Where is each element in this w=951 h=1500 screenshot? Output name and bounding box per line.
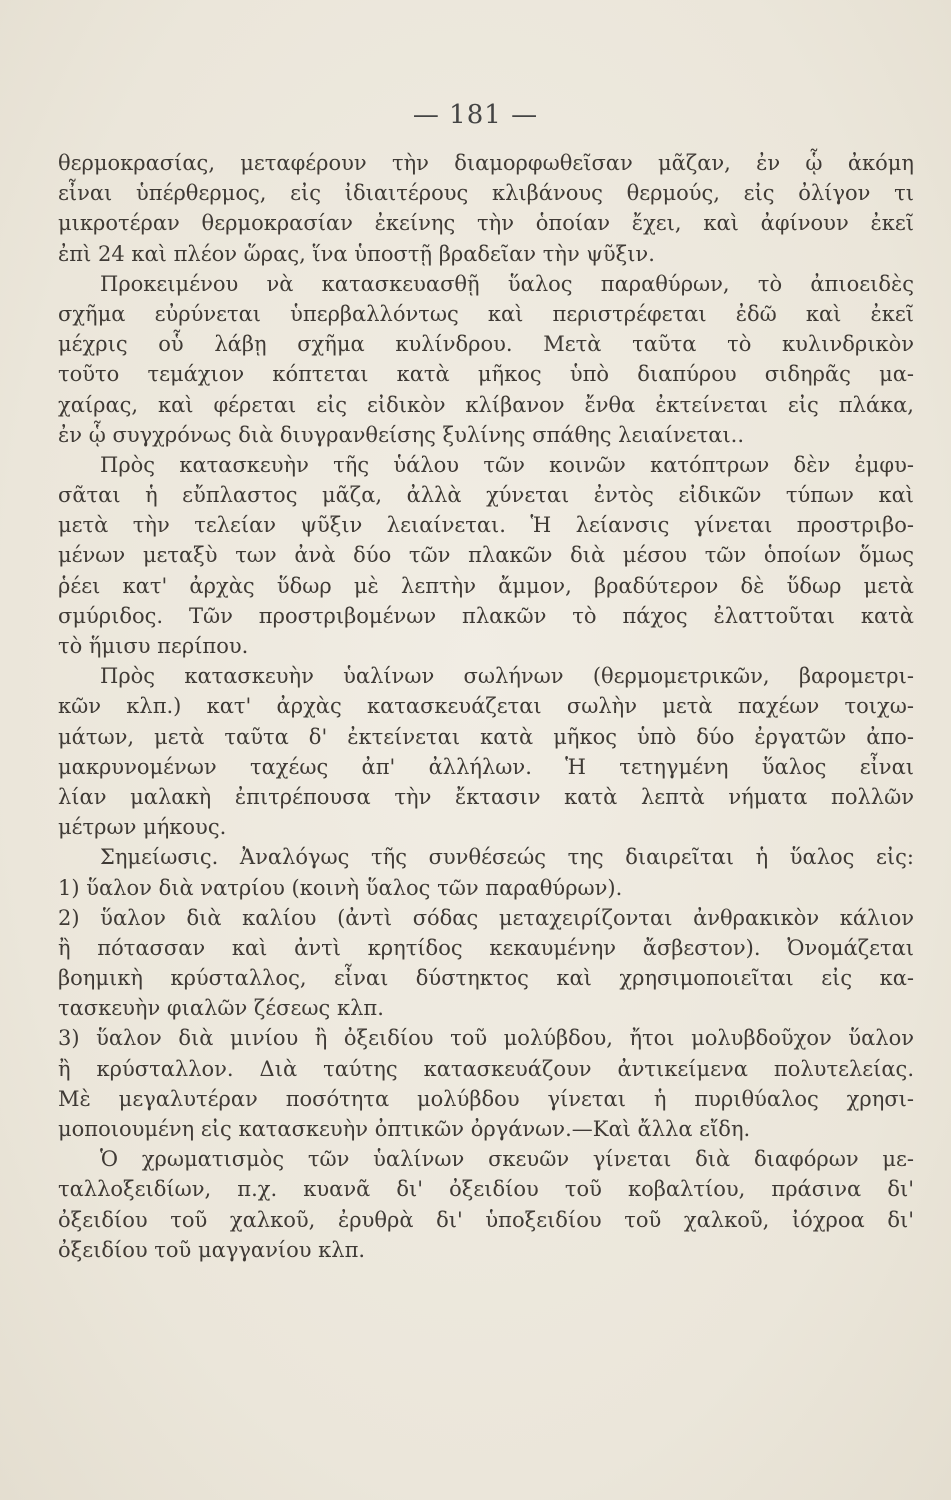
text-line: σμύριδος. Τῶν προστριβομένων πλακῶν τὸ πάχος ἐλαττοῦται κατὰ bbox=[58, 603, 914, 628]
text-line: μέχρις οὗ λάβῃ σχῆμα κυλίνδρου. Μετὰ ταῦτα τὸ κυλινδρικὸν bbox=[58, 332, 914, 357]
text-line: 1) ὕαλον διὰ νατρίου (κοινὴ ὕαλος τῶν παραθύρων). bbox=[58, 875, 623, 900]
text-line: τασκευὴν φιαλῶν ζέσεως κλπ. bbox=[58, 996, 384, 1021]
text-line: μάτων, μετὰ ταῦτα δ' ἐκτείνεται κατὰ μῆκος ὑπὸ δύο ἐργατῶν ἀπο- bbox=[58, 724, 914, 749]
text-line: 3) ὕαλον διὰ μινίου ἢ ὀξειδίου τοῦ μολύβδου, ἤτοι μολυβδοῦχον ὕαλον bbox=[58, 1026, 914, 1051]
text-line: Πρὸς κατασκευὴν ὑαλίνων σωλήνων (θερμομετρικῶν, βαρομετρι- bbox=[100, 664, 914, 689]
text-line: μικροτέραν θερμοκρασίαν ἐκείνης τὴν ὁποίαν ἔχει, καὶ ἀφίνουν ἐκεῖ bbox=[58, 211, 914, 236]
text-line: ἢ πότασσαν καὶ ἀντὶ κρητίδος κεκαυμένην ἄσβεστον). Ὀνομάζεται bbox=[58, 935, 914, 960]
text-line: μακρυνομένων ταχέως ἀπ' ἀλλήλων. Ἡ τετηγμένη ὕαλος εἶναι bbox=[58, 754, 914, 779]
text-line: Μὲ μεγαλυτέραν ποσότητα μολύβδου γίνεται ἡ πυριθύαλος χρησι- bbox=[58, 1086, 914, 1111]
text-line: ταλλοξειδίων, π.χ. κυανᾶ δι' ὀξειδίου τοῦ κοβαλτίου, πράσινα δι' bbox=[58, 1177, 914, 1202]
text-line: βοημικὴ κρύσταλλος, εἶναι δύστηκτος καὶ χρησιμοποιεῖται εἰς κα- bbox=[58, 966, 914, 991]
body-text bbox=[58, 148, 914, 1265]
text-line: μένων μεταξὺ των ἀνὰ δύο τῶν πλακῶν διὰ μέσου τῶν ὁποίων ὅμως bbox=[58, 543, 914, 568]
page-number: — 181 — bbox=[412, 100, 539, 130]
text-line: εἶναι ὑπέρθερμος, εἰς ἰδιαιτέρους κλιβάνους θερμούς, εἰς ὀλίγον τι bbox=[58, 181, 914, 206]
text-line: κῶν κλπ.) κατ' ἀρχὰς κατασκευάζεται σωλὴν μετὰ παχέων τοιχω- bbox=[58, 694, 914, 719]
text-line: Προκειμένου νὰ κατασκευασθῇ ὕαλος παραθύρων, τὸ ἀπιοειδὲς bbox=[100, 271, 914, 296]
text-line: λίαν μαλακὴ ἐπιτρέπουσα τὴν ἔκτασιν κατὰ λεπτὰ νήματα πολλῶν bbox=[58, 784, 914, 809]
text-line: τοῦτο τεμάχιον κόπτεται κατὰ μῆκος ὑπὸ διαπύρου σιδηρᾶς μα- bbox=[58, 362, 914, 387]
text-line: χαίρας, καὶ φέρεται εἰς εἰδικὸν κλίβανον ἔνθα ἐκτείνεται εἰς πλάκα, bbox=[58, 392, 914, 417]
text-line: Ὁ χρωματισμὸς τῶν ὑαλίνων σκευῶν γίνεται διὰ διαφόρων με- bbox=[100, 1147, 914, 1172]
text-line: ῥέει κατ' ἀρχὰς ὕδωρ μὲ λεπτὴν ἄμμον, βραδύτερον δὲ ὕδωρ μετὰ bbox=[58, 573, 914, 598]
text-line: ἐν ᾧ συγχρόνως διὰ διυγρανθείσης ξυλίνης σπάθης λειαίνεται.. bbox=[58, 422, 745, 447]
text-line: μετὰ τὴν τελείαν ψῦξιν λειαίνεται. Ἡ λείανσις γίνεται προστριβο- bbox=[58, 513, 914, 538]
text-line: ὀξειδίου τοῦ χαλκοῦ, ἐρυθρὰ δι' ὑποξειδίου τοῦ χαλκοῦ, ἰόχροα δι' bbox=[58, 1207, 914, 1232]
text-line: Πρὸς κατασκευὴν τῆς ὑάλου τῶν κοινῶν κατόπτρων δὲν ἐμφυ- bbox=[100, 452, 914, 477]
text-line: μοποιουμένη εἰς κατασκευὴν ὀπτικῶν ὀργάνων.—Καὶ ἄλλα εἴδη. bbox=[58, 1117, 751, 1141]
text-line: ἢ κρύσταλλον. Διὰ ταύτης κατασκευάζουν ἀντικείμενα πολυτελείας. bbox=[58, 1056, 914, 1081]
text-line: μέτρων μήκους. bbox=[58, 815, 227, 840]
text-line: ὀξειδίου τοῦ μαγγανίου κλπ. bbox=[58, 1237, 366, 1262]
text-line: σᾶται ἡ εὔπλαστος μᾶζα, ἀλλὰ χύνεται ἐντὸς εἰδικῶν τύπων καὶ bbox=[58, 483, 914, 508]
text-line: Σημείωσις. Ἀναλόγως τῆς συνθέσεώς της διαιρεῖται ἡ ὕαλος εἰς: bbox=[100, 845, 914, 870]
text-line: σχῆμα εὐρύνεται ὑπερβαλλόντως καὶ περιστρέφεται ἐδῶ καὶ ἐκεῖ bbox=[58, 301, 914, 326]
text-line: 2) ὕαλον διὰ καλίου (ἀντὶ σόδας μεταχειρίζονται ἀνθρακικὸν κάλιον bbox=[58, 905, 914, 930]
text-line: τὸ ἥμισυ περίπου. bbox=[58, 634, 249, 658]
text-line: ἐπὶ 24 καὶ πλέον ὥρας, ἵνα ὑποστῇ βραδεῖαν τὴν ψῦξιν. bbox=[58, 241, 655, 266]
text-line: θερμοκρασίας, μεταφέρουν τὴν διαμορφωθεῖσαν μᾶζαν, ἐν ᾧ ἀκόμη bbox=[58, 151, 914, 175]
